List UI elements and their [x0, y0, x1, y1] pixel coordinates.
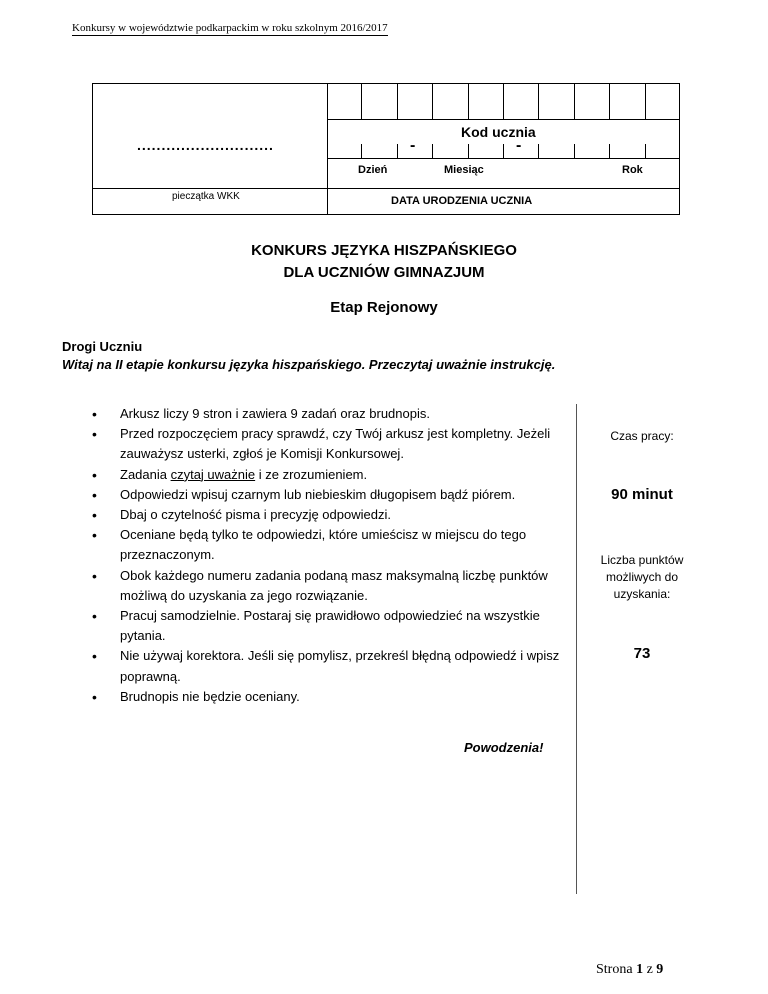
greeting: Drogi Uczniu: [62, 339, 143, 354]
instruction-item: • Pracuj samodzielnie. Postaraj się prawidłowo odpowiedzieć na wszystkie pytania.: [88, 606, 568, 646]
birth-date-label: DATA URODZENIA UCZNIA: [391, 195, 533, 207]
instructions-list: [88, 404, 568, 707]
date-row-bottom: [327, 158, 680, 159]
code-label: Kod ucznia: [461, 124, 536, 140]
column-divider: [576, 404, 577, 894]
time-value: 90 minut: [611, 486, 673, 503]
stamp-dotted-line: ............................: [137, 137, 274, 153]
box-divider-left: [92, 188, 328, 189]
instruction-item: • Odpowiedzi wpisuj czarnym lub niebieskim długopisem bądź piórem.: [88, 485, 568, 505]
points-value: 73: [633, 645, 651, 662]
welcome-text: Witaj na II etapie konkursu języka hiszpańskiego. Przeczytaj uważnie instrukcję.: [62, 357, 556, 372]
instruction-item: • Nie używaj korektora. Jeśli się pomylisz, przekreśl błędną odpowiedź i wpisz poprawną.: [88, 646, 568, 686]
instruction-item: • Brudnopis nie będzie oceniany.: [88, 687, 568, 707]
box-divider-right: [327, 188, 680, 189]
birth-date-cells[interactable]: [327, 144, 680, 158]
instruction-item: • Zadania czytaj uważnie i ze zrozumieniem.: [88, 465, 568, 485]
instruction-item: • Oceniane będą tylko te odpowiedzi, które umieścisz w miejscu do tego przeznaczonym.: [88, 525, 568, 565]
instruction-item: • Przed rozpoczęciem pracy sprawdź, czy Twój arkusz jest kompletny. Jeżeli zauważysz usterki, zgłoś je Komisji Konkursowej.: [88, 424, 568, 464]
code-row-bottom: [327, 119, 680, 120]
month-label: Miesiąc: [444, 164, 484, 176]
stage-title: Etap Rejonowy: [330, 299, 438, 316]
stamp-label: pieczątka WKK: [172, 191, 240, 202]
code-cells[interactable]: [327, 83, 680, 119]
title-line-1: KONKURS JĘZYKA HISZPAŃSKIEGO: [251, 242, 517, 259]
page-footer: Strona 1 z 9: [596, 962, 664, 977]
day-label: Dzień: [358, 164, 388, 176]
date-dash-2: -: [516, 137, 522, 154]
date-dash-1: -: [410, 137, 416, 154]
page-header: Konkursy w województwie podkarpackim w roku szkolnym 2016/2017: [72, 22, 388, 34]
instruction-item: • Dbaj o czytelność pisma i precyzję odpowiedzi.: [88, 505, 568, 525]
closing-wish: Powodzenia!: [464, 740, 544, 755]
title-line-2: DLA UCZNIÓW GIMNAZJUM: [283, 264, 485, 281]
instruction-item: • Obok każdego numeru zadania podaną masz maksymalną liczbę punktów możliwą do uzyskania za jego rozwiązanie.: [88, 566, 568, 606]
instruction-item: • Arkusz liczy 9 stron i zawiera 9 zadań oraz brudnopis.: [88, 404, 568, 424]
year-label: Rok: [622, 164, 643, 176]
points-label: Liczba punktów możliwych do uzyskania:: [600, 553, 684, 601]
time-label: Czas pracy:: [610, 429, 674, 443]
